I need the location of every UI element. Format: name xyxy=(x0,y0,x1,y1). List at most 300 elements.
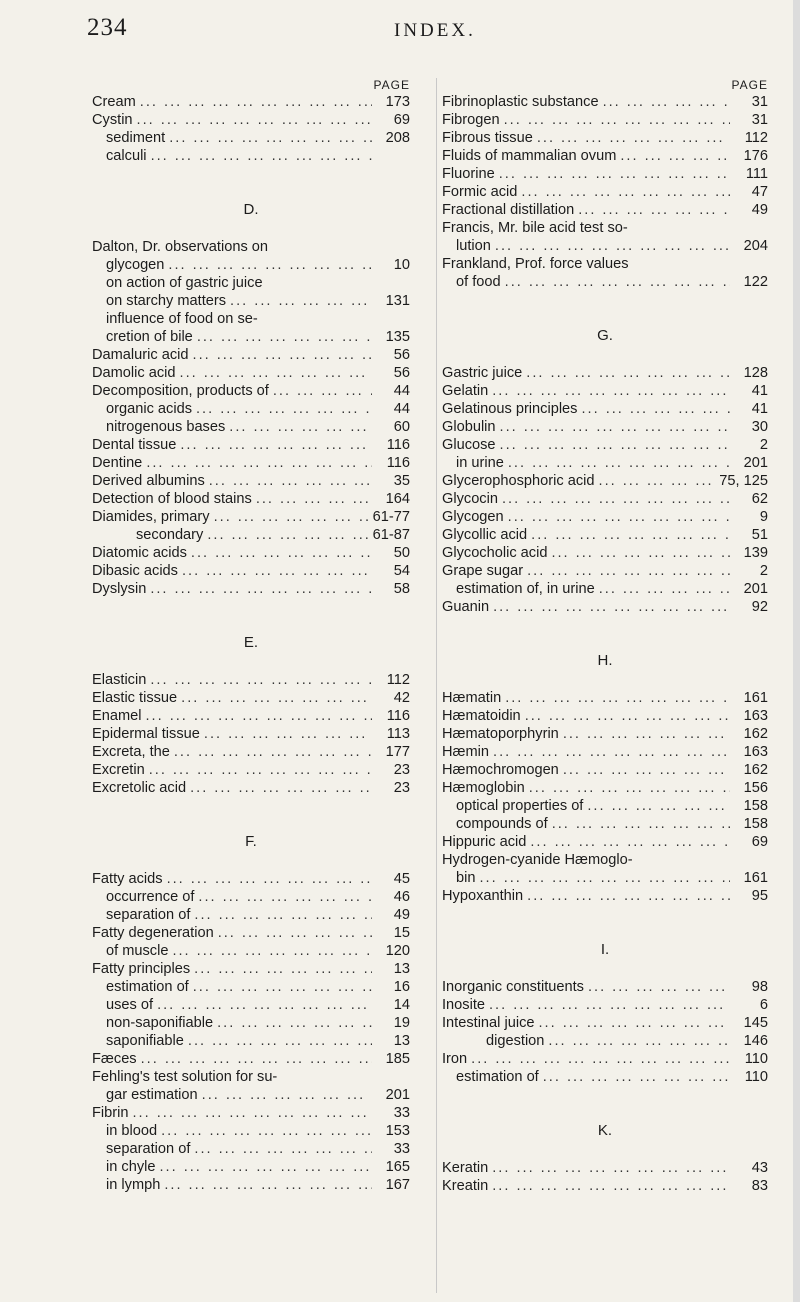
index-term: gar estimation xyxy=(106,1087,198,1103)
index-entry xyxy=(92,418,410,436)
index-page-ref: 43 xyxy=(751,1160,768,1176)
index-term: Inosite xyxy=(442,997,485,1013)
leader-dots xyxy=(527,562,730,580)
index-entry xyxy=(92,256,410,274)
index-entry xyxy=(92,942,410,960)
leader-dots xyxy=(174,743,372,761)
leader-dots xyxy=(193,978,372,996)
index-page-ref: 46 xyxy=(393,889,410,905)
page-edge xyxy=(793,0,800,1302)
index-term: Gelatin xyxy=(442,383,489,399)
index-entry xyxy=(442,201,768,219)
index-term: Epidermal tissue xyxy=(92,726,200,742)
index-page-ref: 60 xyxy=(393,419,410,435)
page-column-label: PAGE xyxy=(373,78,410,92)
index-entry xyxy=(442,129,768,147)
leader-dots xyxy=(133,1104,373,1122)
index-entry xyxy=(442,436,768,454)
index-page-ref: 44 xyxy=(393,383,410,399)
leader-dots xyxy=(167,870,372,888)
index-entry xyxy=(442,544,768,562)
leader-dots xyxy=(543,1068,730,1086)
left-column xyxy=(92,78,410,1194)
index-page-ref: 112 xyxy=(386,672,410,688)
leader-dots xyxy=(164,1176,372,1194)
index-page-ref: 30 xyxy=(751,419,768,435)
index-term: Hæmin xyxy=(442,744,490,760)
leader-dots xyxy=(603,93,730,111)
index-entry xyxy=(92,888,410,906)
index-entry xyxy=(92,508,410,526)
leader-dots xyxy=(151,147,372,165)
index-entry xyxy=(442,1032,768,1050)
index-term: Dental tissue xyxy=(92,437,177,453)
leader-dots xyxy=(256,490,372,508)
index-term: Frankland, Prof. force values xyxy=(442,256,629,272)
leader-dots xyxy=(188,1032,372,1050)
index-term: Fractional distillation xyxy=(442,202,575,218)
index-page-ref: 75, 125 xyxy=(719,473,768,489)
leader-dots xyxy=(531,526,730,544)
index-term: estimation of xyxy=(456,1069,539,1085)
index-entry xyxy=(442,833,768,851)
leader-dots xyxy=(551,544,730,562)
leader-dots xyxy=(563,761,730,779)
index-entry xyxy=(92,562,410,580)
index-page-ref: 69 xyxy=(751,834,768,850)
index-page-ref: 49 xyxy=(393,907,410,923)
index-term: Dalton, Dr. observations on xyxy=(92,239,269,255)
index-page-ref: 173 xyxy=(385,94,410,110)
index-entry xyxy=(442,219,768,237)
index-entry xyxy=(442,689,768,707)
index-page-ref: 51 xyxy=(751,527,768,543)
leader-dots xyxy=(159,1158,372,1176)
leader-dots xyxy=(207,526,368,544)
index-term: Kreatin xyxy=(442,1178,489,1194)
index-term: Glycogen xyxy=(442,509,504,525)
index-entry xyxy=(92,1032,410,1050)
index-page-ref: 31 xyxy=(751,94,768,110)
index-term: Gelatinous principles xyxy=(442,401,578,417)
index-page-ref: 128 xyxy=(743,365,768,381)
index-entry xyxy=(92,93,410,111)
index-term: Francis, Mr. bile acid test so- xyxy=(442,220,628,236)
index-term: Cystin xyxy=(92,112,133,128)
leader-dots xyxy=(537,129,730,147)
leader-dots xyxy=(209,472,372,490)
section-heading-i: I. xyxy=(600,941,610,958)
index-entry xyxy=(442,508,768,526)
index-term: separation of xyxy=(106,907,191,923)
index-page-ref: 31 xyxy=(751,112,768,128)
leader-dots xyxy=(214,508,369,526)
index-page-ref: 208 xyxy=(385,130,410,146)
index-entry xyxy=(92,1176,410,1194)
leader-dots xyxy=(181,689,372,707)
index-term: lution xyxy=(456,238,491,254)
index-page-ref: 116 xyxy=(386,455,410,471)
leader-dots xyxy=(145,707,372,725)
index-page-ref: 164 xyxy=(385,491,410,507)
leader-dots xyxy=(217,1014,372,1032)
index-term: Enamel xyxy=(92,708,142,724)
leader-dots xyxy=(150,671,372,689)
index-entry xyxy=(92,472,410,490)
index-page-ref: 161 xyxy=(743,870,768,886)
leader-dots xyxy=(479,869,730,887)
index-entry xyxy=(92,526,410,544)
leader-dots xyxy=(521,183,730,201)
index-page-ref: 41 xyxy=(751,401,768,417)
leader-dots xyxy=(493,743,730,761)
leader-dots xyxy=(137,111,372,129)
index-entry xyxy=(442,454,768,472)
leader-dots xyxy=(529,779,730,797)
leader-dots xyxy=(495,237,730,255)
index-term: compounds of xyxy=(456,816,548,832)
leader-dots xyxy=(198,888,372,906)
index-page-ref: 165 xyxy=(385,1159,410,1175)
index-page-ref: 50 xyxy=(393,545,410,561)
index-entry xyxy=(92,996,410,1014)
section-heading-h: H. xyxy=(597,652,613,669)
index-page-ref: 158 xyxy=(743,798,768,814)
index-page-ref: 131 xyxy=(385,293,410,309)
index-term: Dyslysin xyxy=(92,581,147,597)
index-entry xyxy=(442,580,768,598)
index-entry xyxy=(442,1068,768,1086)
index-term: influence of food on se- xyxy=(106,311,258,327)
index-term: in chyle xyxy=(106,1159,156,1175)
index-page-ref: 47 xyxy=(751,184,768,200)
index-term: on action of gastric juice xyxy=(106,275,263,291)
section-d xyxy=(92,238,410,598)
index-entry xyxy=(442,165,768,183)
leader-dots xyxy=(191,544,372,562)
index-term: Dentine xyxy=(92,455,143,471)
right-column xyxy=(436,78,768,1293)
index-page-ref: 35 xyxy=(393,473,410,489)
leader-dots xyxy=(190,779,372,797)
index-term: non-saponifiable xyxy=(106,1015,214,1031)
leader-dots xyxy=(527,887,730,905)
index-page-ref: 9 xyxy=(759,509,768,525)
index-page-ref: 2 xyxy=(759,437,768,453)
index-term: Decomposition, products of xyxy=(92,383,269,399)
leader-dots xyxy=(471,1050,730,1068)
index-term: Elastic tissue xyxy=(92,690,178,706)
index-page-ref: 163 xyxy=(743,708,768,724)
index-term: Fibrinoplastic substance xyxy=(442,94,599,110)
index-term: in lymph xyxy=(106,1177,161,1193)
leader-dots xyxy=(150,580,372,598)
leader-dots xyxy=(149,761,372,779)
index-term: separation of xyxy=(106,1141,191,1157)
index-entry xyxy=(442,364,768,382)
index-entry xyxy=(92,1104,410,1122)
page-number: 234 xyxy=(87,14,128,41)
leader-dots xyxy=(508,508,730,526)
index-term: occurrence of xyxy=(106,889,195,905)
index-term: Iron xyxy=(442,1051,468,1067)
index-term: Excretin xyxy=(92,762,145,778)
leader-dots xyxy=(230,292,372,310)
index-entry xyxy=(442,400,768,418)
index-term: Intestinal juice xyxy=(442,1015,535,1031)
index-entry xyxy=(92,310,410,328)
index-term: Fæces xyxy=(92,1051,137,1067)
index-page-ref: 83 xyxy=(751,1178,768,1194)
index-entry xyxy=(92,400,410,418)
index-term: sediment xyxy=(106,130,166,146)
index-page-ref: 19 xyxy=(393,1015,410,1031)
leader-dots xyxy=(493,598,730,616)
leader-dots xyxy=(218,924,372,942)
index-term: cretion of bile xyxy=(106,329,193,345)
index-page-ref: 113 xyxy=(386,726,410,742)
leader-dots xyxy=(552,815,730,833)
index-page-ref: 15 xyxy=(393,925,410,941)
index-page-ref: 201 xyxy=(743,581,768,597)
leader-dots xyxy=(599,472,716,490)
leader-dots xyxy=(620,147,730,165)
index-term: Fluorine xyxy=(442,166,495,182)
index-term: calculi xyxy=(106,148,147,164)
index-term: secondary xyxy=(136,527,204,543)
leader-dots xyxy=(492,1177,730,1195)
index-entry xyxy=(442,490,768,508)
section-h xyxy=(442,689,768,905)
index-entry xyxy=(442,1050,768,1068)
index-term: Diatomic acids xyxy=(92,545,187,561)
index-page-ref: 58 xyxy=(393,581,410,597)
index-page-ref: 185 xyxy=(385,1051,410,1067)
index-entry xyxy=(442,382,768,400)
index-entry xyxy=(442,851,768,869)
leader-dots xyxy=(548,1032,730,1050)
index-term: Derived albumins xyxy=(92,473,205,489)
index-page-ref: 42 xyxy=(393,690,410,706)
index-page-ref: 13 xyxy=(393,961,410,977)
index-entry xyxy=(442,869,768,887)
leader-dots xyxy=(502,490,730,508)
index-page-ref: 110 xyxy=(744,1069,768,1085)
index-entry xyxy=(92,960,410,978)
index-entry xyxy=(442,1014,768,1032)
index-page-ref: 13 xyxy=(393,1033,410,1049)
index-term: Elasticin xyxy=(92,672,147,688)
index-page-ref: 146 xyxy=(743,1033,768,1049)
index-term: Glycocholic acid xyxy=(442,545,548,561)
index-entry xyxy=(442,418,768,436)
index-page-ref: 111 xyxy=(745,166,768,182)
index-entry xyxy=(442,797,768,815)
section-heading-k: K. xyxy=(597,1122,613,1139)
index-entry xyxy=(442,526,768,544)
index-term: bin xyxy=(456,870,476,886)
section-i xyxy=(442,978,768,1086)
section-heading-f: F. xyxy=(245,833,257,850)
leader-dots xyxy=(578,201,730,219)
index-page-ref: 116 xyxy=(386,437,410,453)
index-term: Hydrogen-cyanide Hæmoglo- xyxy=(442,852,633,868)
index-page-ref: 116 xyxy=(386,708,410,724)
leader-dots xyxy=(492,1159,730,1177)
section-heading-g: G. xyxy=(597,327,613,344)
index-page-ref: 110 xyxy=(744,1051,768,1067)
index-entry xyxy=(92,1158,410,1176)
index-page-ref: 49 xyxy=(751,202,768,218)
index-term: Fatty degeneration xyxy=(92,925,214,941)
index-entry xyxy=(442,996,768,1014)
index-entry xyxy=(442,761,768,779)
index-page-ref: 14 xyxy=(393,997,410,1013)
index-page-ref: 56 xyxy=(393,347,410,363)
index-page-ref: 112 xyxy=(744,130,768,146)
index-entry xyxy=(92,147,410,165)
index-entry xyxy=(92,454,410,472)
index-entry xyxy=(92,580,410,598)
index-entry xyxy=(92,544,410,562)
leader-dots xyxy=(172,942,372,960)
index-entry xyxy=(92,1068,410,1086)
index-page-ref: 161 xyxy=(743,690,768,706)
index-term: estimation of, in urine xyxy=(456,581,595,597)
index-entry xyxy=(92,707,410,725)
leader-dots xyxy=(229,418,372,436)
index-term: Fatty acids xyxy=(92,871,163,887)
leader-dots xyxy=(500,418,730,436)
index-term: Glycerophosphoric acid xyxy=(442,473,595,489)
index-entry xyxy=(92,1050,410,1068)
index-entry xyxy=(442,273,768,291)
index-term: Hæmoglobin xyxy=(442,780,525,796)
index-term: Hypoxanthin xyxy=(442,888,524,904)
leader-dots xyxy=(500,436,730,454)
index-page-ref: 69 xyxy=(393,112,410,128)
section-f xyxy=(92,870,410,1194)
index-page-ref: 23 xyxy=(393,780,410,796)
index-term: estimation of xyxy=(106,979,189,995)
section-k xyxy=(442,1159,768,1195)
index-entry xyxy=(442,562,768,580)
leader-dots xyxy=(505,273,730,291)
index-term: Hæmatin xyxy=(442,690,502,706)
index-entry xyxy=(442,743,768,761)
index-term: Globulin xyxy=(442,419,496,435)
index-term: Fibrous tissue xyxy=(442,130,533,146)
leader-dots xyxy=(504,111,730,129)
index-term: Gastric juice xyxy=(442,365,523,381)
index-page-ref: 44 xyxy=(393,401,410,417)
index-term: Hæmatoidin xyxy=(442,708,521,724)
leader-dots xyxy=(161,1122,372,1140)
index-entry xyxy=(92,671,410,689)
leader-dots xyxy=(141,1050,372,1068)
index-term: Damaluric acid xyxy=(92,347,189,363)
leader-dots xyxy=(196,400,372,418)
index-page-ref: 33 xyxy=(393,1141,410,1157)
index-term: organic acids xyxy=(106,401,192,417)
index-term: Hippuric acid xyxy=(442,834,527,850)
index-entry xyxy=(92,111,410,129)
index-entry xyxy=(92,1140,410,1158)
leader-dots xyxy=(273,382,372,400)
leader-dots xyxy=(197,328,372,346)
section-e xyxy=(92,671,410,797)
index-entry xyxy=(442,183,768,201)
leader-dots xyxy=(169,129,372,147)
index-entry xyxy=(92,274,410,292)
index-page-ref: 6 xyxy=(759,997,768,1013)
index-page-ref: 135 xyxy=(385,329,410,345)
leader-dots xyxy=(193,346,372,364)
leader-dots xyxy=(508,454,730,472)
index-page-ref: 61-77 xyxy=(372,509,410,525)
index-term: Guanin xyxy=(442,599,490,615)
index-entry xyxy=(92,1086,410,1104)
leader-dots xyxy=(538,1014,730,1032)
index-entry xyxy=(442,237,768,255)
index-entry xyxy=(442,598,768,616)
leader-dots xyxy=(168,256,372,274)
index-page-ref: 62 xyxy=(751,491,768,507)
index-entry xyxy=(92,346,410,364)
index-term: Glucose xyxy=(442,437,496,453)
index-page-ref: 201 xyxy=(385,1087,410,1103)
leader-dots xyxy=(140,93,372,111)
index-page-ref: 139 xyxy=(743,545,768,561)
index-entry xyxy=(92,978,410,996)
section-heading-d: D. xyxy=(243,201,259,218)
index-page-ref: 201 xyxy=(743,455,768,471)
index-page-ref: 153 xyxy=(385,1123,410,1139)
leader-dots xyxy=(599,580,730,598)
leader-dots xyxy=(581,400,730,418)
index-entry xyxy=(92,924,410,942)
index-term: Dibasic acids xyxy=(92,563,178,579)
index-entry xyxy=(92,238,410,256)
section-heading-e: E. xyxy=(243,634,259,651)
leader-dots xyxy=(180,364,372,382)
index-term: Glycocin xyxy=(442,491,498,507)
leader-dots xyxy=(526,364,730,382)
section-g xyxy=(442,364,768,616)
leader-dots xyxy=(202,1086,372,1104)
index-entry xyxy=(442,707,768,725)
running-head: INDEX. xyxy=(394,20,476,41)
index-entry xyxy=(442,887,768,905)
index-term: Cream xyxy=(92,94,136,110)
index-page-ref: 92 xyxy=(751,599,768,615)
leader-dots xyxy=(180,436,372,454)
index-entry xyxy=(92,1014,410,1032)
index-page-ref: 177 xyxy=(385,744,410,760)
index-entry xyxy=(442,111,768,129)
leader-dots xyxy=(194,960,372,978)
index-page-ref: 156 xyxy=(743,780,768,796)
index-term: of food xyxy=(456,274,501,290)
index-term: Diamides, primary xyxy=(92,509,210,525)
leader-dots xyxy=(194,1140,372,1158)
index-term: Formic acid xyxy=(442,184,518,200)
index-term: Damolic acid xyxy=(92,365,176,381)
index-page-ref: 122 xyxy=(743,274,768,290)
index-term: glycogen xyxy=(106,257,165,273)
index-term: in urine xyxy=(456,455,504,471)
index-entry xyxy=(92,743,410,761)
